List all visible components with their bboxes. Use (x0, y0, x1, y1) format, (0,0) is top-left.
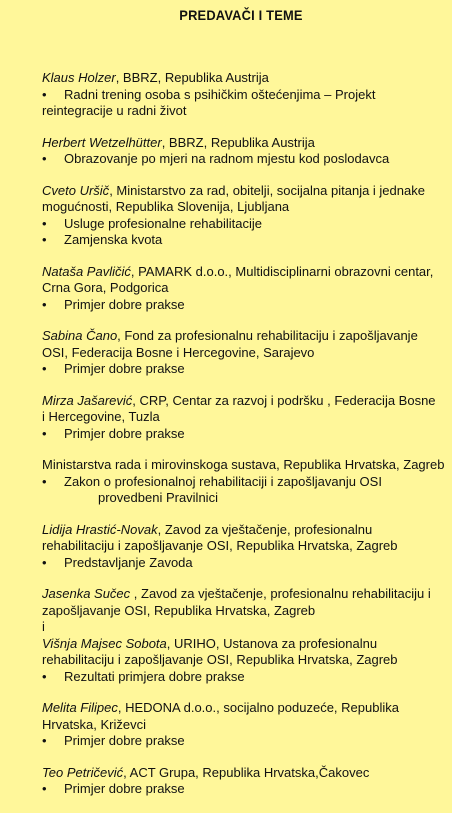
speaker-line (42, 700, 446, 717)
speaker-entry (42, 183, 446, 249)
speaker-entry (42, 393, 446, 443)
speaker-affiliation: Ministarstva rada i mirovinskoga sustava, Republika Hrvatska, Zagreb (42, 457, 445, 472)
speaker-line (42, 522, 446, 539)
topic-item (42, 474, 446, 491)
speaker-affiliation: , URIHO, Ustanova za profesionalnu (166, 635, 378, 651)
speaker-affiliation-cont: mogućnosti, Republika Slovenija, Ljubljana (42, 199, 290, 214)
topic-text: Primjer dobre prakse (64, 361, 185, 376)
topic-continuation: reintegracije u radni život (42, 103, 187, 118)
topic-item (42, 361, 446, 378)
speaker-affiliation: , Zavod za vještačenje, profesionalnu (157, 521, 373, 537)
topic-item (42, 733, 446, 750)
topic-text: Radni trening osoba s psihičkim oštećenjima – Projekt (64, 86, 376, 102)
bullet-icon: • (42, 296, 47, 312)
speaker-line (42, 636, 446, 653)
speaker-affiliation: , Ministarstvo za rad, obitelji, socijalna pitanja i jednake (109, 182, 425, 198)
topic-item (42, 232, 446, 249)
speaker-name: Melita Filipec (42, 700, 118, 715)
topic-text: Primjer dobre prakse (64, 733, 185, 748)
speaker-connector: i (42, 619, 45, 634)
speaker-entry (42, 765, 446, 798)
speaker-line (42, 264, 446, 281)
speaker-line (42, 393, 446, 410)
speaker-entry (42, 135, 446, 168)
topic-text: Rezultati primjera dobre prakse (64, 668, 245, 684)
speaker-affiliation-cont: rehabilitaciju i zapošljavanje OSI, Republika Hrvatska, Zagreb (42, 538, 398, 553)
bullet-icon: • (42, 781, 47, 796)
page-title: PREDAVAČI I TEME (179, 7, 303, 23)
topic-item (42, 555, 446, 572)
topic-item (42, 781, 446, 798)
speaker-entry (42, 522, 446, 572)
bullet-icon: • (42, 215, 47, 231)
speaker-name: Sabina Čano (42, 328, 118, 343)
topic-item (42, 216, 446, 233)
speaker-affiliation-cont: rehabilitaciju i zapošljavanje OSI, Republika Hrvatska, Zagreb (42, 652, 398, 667)
speaker-name: Cveto Uršič (42, 182, 110, 198)
speaker-name: Višnja Majsec Sobota (42, 635, 167, 651)
bullet-icon: • (42, 151, 47, 166)
bullet-icon: • (42, 232, 47, 247)
speaker-list (42, 70, 446, 813)
bullet-icon: • (42, 473, 47, 489)
speaker-line (42, 586, 446, 603)
topic-text: Primjer dobre prakse (64, 296, 185, 312)
bullet-icon: • (42, 361, 47, 376)
speaker-affiliation: , HEDONA d.o.o., socijalno poduzeće, Republika (117, 700, 399, 715)
topic-text: Predstavljanje Zavoda (64, 554, 193, 570)
topic-item (42, 426, 446, 443)
speaker-entry (42, 586, 446, 685)
speaker-affiliation: , Zavod za vještačenje, profesionalnu rehabilitaciju i (130, 586, 431, 601)
speaker-entry (42, 457, 446, 507)
topic-continuation: provedbeni Pravilnici (98, 490, 218, 505)
speaker-affiliation: , Fond za profesionalnu rehabilitaciju i zapošljavanje (117, 328, 418, 343)
topic-text: Zakon o profesionalnoj rehabilitaciji i zapošljavanju OSI (64, 473, 382, 489)
topic-text: Obrazovanje po mjeri na radnom mjestu kod poslodavca (64, 151, 390, 166)
speaker-affiliation: , BBRZ, Republika Austrija (161, 134, 315, 150)
speaker-entry (42, 264, 446, 314)
bullet-icon: • (42, 425, 47, 441)
speaker-affiliation: , PAMARK d.o.o., Multidisciplinarni obrazovni centar, (130, 263, 434, 279)
speaker-name: Lidija Hrastić-Novak (42, 521, 158, 537)
speaker-affiliation: , BBRZ, Republika Austrija (115, 70, 269, 85)
speaker-line (42, 328, 446, 345)
speaker-line (42, 70, 446, 87)
topic-item (42, 297, 446, 314)
bullet-icon: • (42, 733, 47, 748)
bullet-icon: • (42, 554, 47, 570)
speaker-affiliation-cont: i Hercegovine, Tuzla (42, 409, 160, 424)
speaker-name: Herbert Wetzelhütter (42, 134, 162, 150)
speaker-entry (42, 700, 446, 750)
topic-item (42, 151, 446, 168)
speaker-affiliation: , ACT Grupa, Republika Hrvatska,Čakovec (123, 764, 370, 780)
speaker-affiliation-cont: Crna Gora, Podgorica (42, 280, 169, 295)
speaker-line (42, 183, 446, 200)
topic-item (42, 669, 446, 686)
speaker-entry (42, 70, 446, 120)
topic-text: Usluge profesionalne rehabilitacije (64, 215, 263, 231)
speaker-affiliation: , CRP, Centar za razvoj i podršku , Federacija Bosne (132, 392, 436, 408)
topic-text: Zamjenska kvota (64, 232, 163, 247)
topic-text: Primjer dobre prakse (64, 425, 185, 441)
bullet-icon: • (42, 86, 47, 102)
speaker-name: Nataša Pavličić (42, 263, 131, 279)
speaker-line (42, 765, 446, 782)
speaker-entry (42, 328, 446, 378)
speaker-affiliation-cont: zapošljavanje OSI, Republika Hrvatska, Zagreb (42, 602, 316, 618)
speaker-affiliation-cont: OSI, Federacija Bosne i Hercegovine, Sarajevo (42, 344, 315, 360)
speaker-line (42, 135, 446, 152)
bullet-icon: • (42, 668, 47, 684)
speaker-name: Teo Petričević (42, 764, 124, 780)
topic-text: Primjer dobre prakse (64, 781, 185, 796)
speaker-name: Mirza Jašarević (42, 392, 133, 408)
speaker-name: Jasenka Sučec (42, 586, 131, 601)
topic-item (42, 87, 446, 104)
speaker-affiliation-cont: Hrvatska, Križevci (42, 716, 147, 732)
speaker-name: Klaus Holzer (42, 70, 116, 85)
